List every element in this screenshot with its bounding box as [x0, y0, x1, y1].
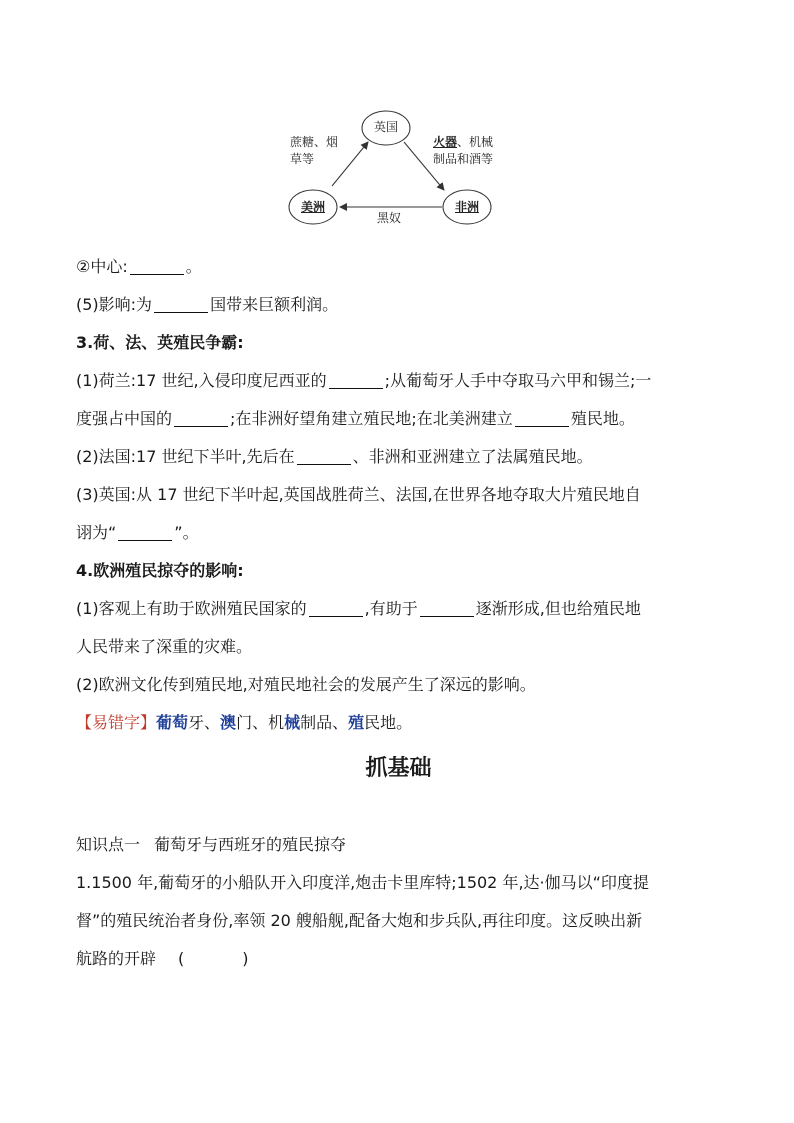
- text: 民地。: [364, 713, 413, 732]
- knowledge-title: 葡萄牙与西班牙的殖民掠夺: [154, 835, 347, 854]
- answer-paren-open: (: [178, 949, 185, 968]
- text: 殖民地。: [570, 409, 635, 428]
- line-britain-1: (3)英国:从 17 世纪下半叶起,英国战胜荷兰、法国,在世界各地夺取大片殖民地自: [76, 485, 641, 504]
- heading-4: 4.欧洲殖民掠夺的影响:: [76, 561, 244, 580]
- blank[interactable]: [154, 296, 208, 313]
- question-1-line-2: 督”的殖民统治者身份,率领 20 艘船舰,配备大炮和步兵队,再往印度。这反映出新: [76, 911, 643, 930]
- knowledge-label: 知识点一: [76, 835, 141, 854]
- yicuozi-word: 澳: [220, 713, 237, 732]
- text: 门、机: [236, 713, 285, 732]
- label-right-line1: [433, 134, 493, 150]
- triangle-trade-diagram: [280, 104, 520, 236]
- blank[interactable]: [329, 372, 383, 389]
- line-impact-3: (2)欧洲文化传到殖民地,对殖民地社会的发展产生了深远的影响。: [76, 675, 536, 694]
- text: (2)法国:17 世纪下半叶,先后在: [76, 447, 295, 466]
- spacer: [76, 794, 721, 826]
- text: 牙、: [188, 713, 221, 732]
- answer-paren-close: ): [242, 949, 249, 968]
- text: ;从葡萄牙人手中夺取马六甲和锡兰;一: [384, 371, 652, 390]
- yicuozi-tag: 【易错字】: [76, 713, 157, 732]
- text: ”。: [174, 523, 199, 542]
- node-britain: 英国: [373, 120, 398, 134]
- label-left-line2: 草等: [290, 152, 315, 166]
- blank[interactable]: [515, 410, 569, 427]
- text: 。: [185, 257, 202, 276]
- blank[interactable]: [297, 448, 351, 465]
- line-center: [76, 248, 721, 286]
- text: ;在非洲好望角建立殖民地;在北美洲建立: [230, 409, 513, 428]
- line-impact-2: 人民带来了深重的灾难。: [76, 637, 253, 656]
- node-america: [288, 199, 338, 215]
- text: ,有助于: [364, 599, 418, 618]
- node-africa-text: 非洲: [454, 200, 479, 214]
- yicuozi-word: 殖: [348, 713, 365, 732]
- label-bottom: 黑奴: [377, 211, 402, 225]
- text: ②中心:: [76, 257, 128, 276]
- label-right-line2: 制品和酒等: [433, 152, 494, 166]
- node-america-text: 美洲: [300, 200, 325, 214]
- text: (1)荷兰:17 世纪,入侵印度尼西亚的: [76, 371, 327, 390]
- text: 度强占中国的: [76, 409, 173, 428]
- label-left-line1: 蔗糖、烟: [290, 135, 339, 149]
- text: 、非洲和亚洲建立了法属殖民地。: [352, 447, 593, 466]
- knowledge-point: [76, 826, 721, 864]
- text: 国带来巨额利润。: [210, 295, 339, 314]
- line-france: [76, 438, 721, 476]
- text: 逐渐形成,但也给殖民地: [475, 599, 641, 618]
- label-right-highlight: 火器: [433, 135, 458, 149]
- line-impact: [76, 286, 721, 324]
- label-right-line1-rest: 、机械: [457, 135, 494, 149]
- node-africa: [442, 199, 492, 215]
- content: [76, 248, 721, 978]
- blank[interactable]: [174, 410, 228, 427]
- text: (5)影响:为: [76, 295, 153, 314]
- yicuozi-word: 械: [284, 713, 301, 732]
- blank[interactable]: [420, 600, 474, 617]
- question-1-line-3: [76, 940, 721, 978]
- question-1-line-1: 1.1500 年,葡萄牙的小船队开入印度洋,炮击卡里库特;1502 年,达·伽马以“印度提: [76, 873, 649, 892]
- text: 制品、: [300, 713, 349, 732]
- line-impact-1: [76, 590, 721, 628]
- blank[interactable]: [130, 258, 184, 275]
- text: 诩为“: [76, 523, 117, 542]
- yicuozi-word: 葡萄: [156, 713, 189, 732]
- line-britain-2: [76, 514, 721, 552]
- heading-3: 3.荷、法、英殖民争霸:: [76, 333, 244, 352]
- line-netherlands-1: [76, 362, 721, 400]
- text: (1)客观上有助于欧洲殖民国家的: [76, 599, 307, 618]
- text: 航路的开辟: [76, 949, 157, 968]
- blank[interactable]: [118, 524, 172, 541]
- section-title: 抓基础: [365, 756, 432, 781]
- line-netherlands-2: [76, 400, 721, 438]
- blank[interactable]: [309, 600, 363, 617]
- yicuozi-line: [76, 704, 721, 742]
